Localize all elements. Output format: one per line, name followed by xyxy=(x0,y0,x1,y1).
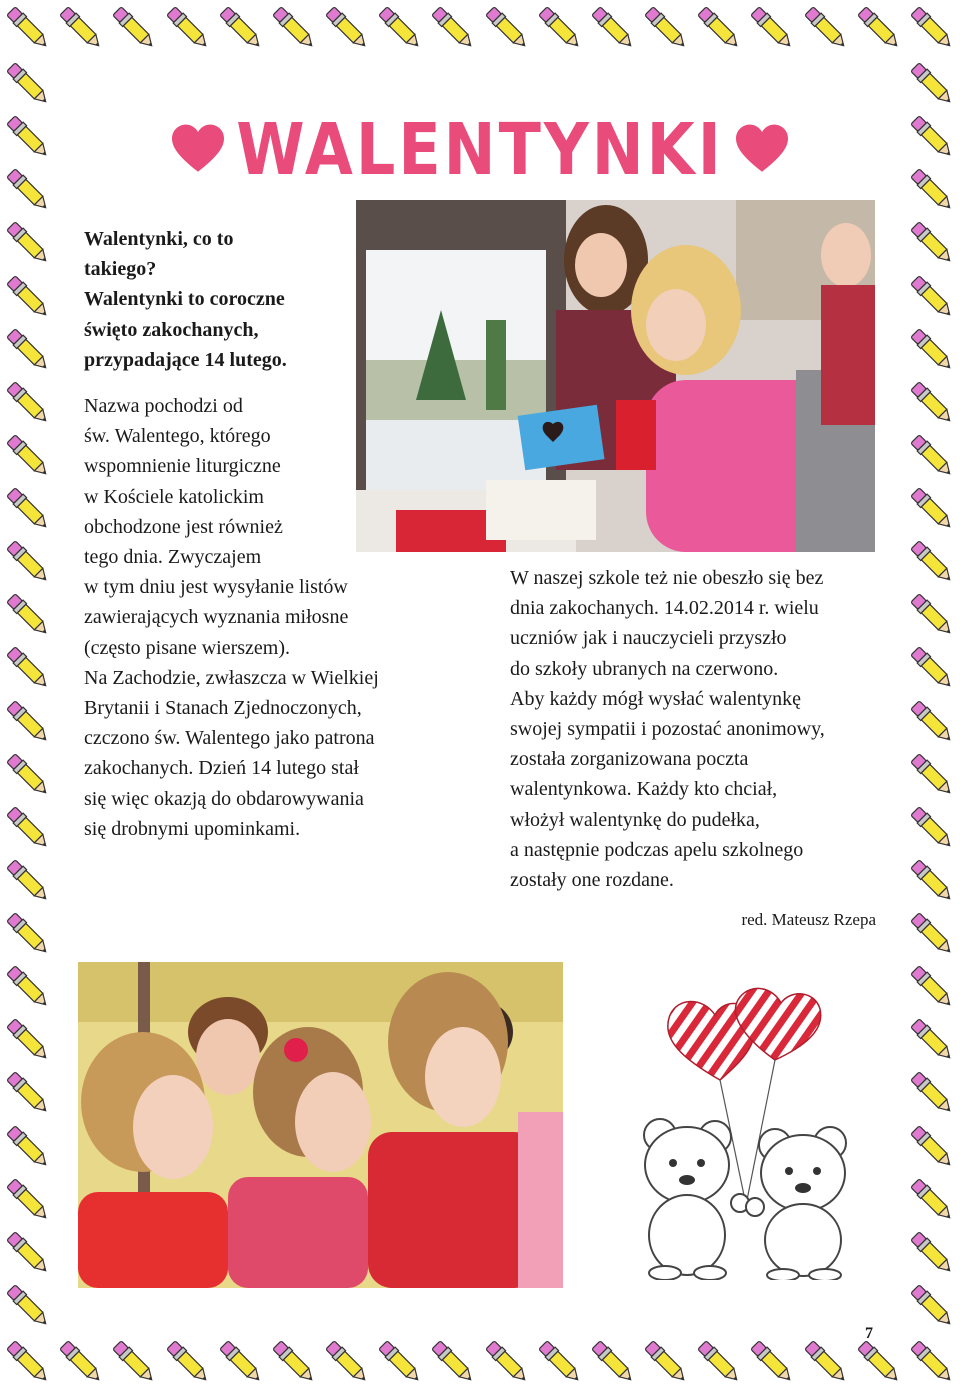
text-line: zawierających wyznania miłosne xyxy=(84,606,349,629)
text-line: zakochanych. Dzień 14 lutego stał xyxy=(84,757,359,780)
school-paragraph xyxy=(510,563,890,895)
text-line: a następnie podczas apelu szkolnego xyxy=(510,838,804,861)
pencil-icon xyxy=(798,1334,854,1390)
pencil-icon xyxy=(425,0,481,56)
pencil-icon xyxy=(319,1334,375,1390)
text-line: Walentynki, co to xyxy=(84,228,234,250)
text-line: włożył walentynkę do pudełka, xyxy=(510,808,760,831)
pencil-icon xyxy=(0,853,56,909)
pencil-icon xyxy=(0,534,56,590)
pencil-icon xyxy=(904,322,960,378)
pencil-icon xyxy=(0,109,56,165)
pencil-icon xyxy=(160,0,216,56)
text-line: została zorganizowana poczta xyxy=(510,748,749,771)
pencil-border-right xyxy=(904,56,960,1334)
pencil-icon xyxy=(904,162,960,218)
text-line: przypadające 14 lutego. xyxy=(84,348,287,371)
pencil-icon xyxy=(0,1334,56,1390)
pencil-icon xyxy=(0,0,56,56)
page-title: WALENTYNKI xyxy=(236,107,724,191)
pencil-icon xyxy=(0,587,56,643)
text-line: czczono św. Walentego jako patrona xyxy=(84,727,375,750)
page-number: 7 xyxy=(865,1325,873,1342)
text-line: do szkoły ubranych na czerwono. xyxy=(510,657,779,680)
pencil-icon xyxy=(904,694,960,750)
pencil-icon xyxy=(851,1334,907,1390)
pencil-icon xyxy=(0,269,56,325)
pencil-icon xyxy=(53,1334,109,1390)
text-line: Brytanii i Stanach Zjednoczonych, xyxy=(84,697,362,720)
pencil-icon xyxy=(904,0,960,56)
pencil-icon xyxy=(266,0,322,56)
text-line: Aby każdy mógł wysłać walentynkę xyxy=(510,687,802,710)
pencil-icon xyxy=(904,56,960,112)
photo-valentines-mail xyxy=(356,200,875,552)
text-line: obchodzone jest również xyxy=(84,515,283,538)
pencil-border-left xyxy=(0,56,56,1334)
pencil-icon xyxy=(0,322,56,378)
pencil-icon xyxy=(904,800,960,856)
pencil-icon xyxy=(904,269,960,325)
pencil-icon xyxy=(0,1065,56,1121)
pencil-icon xyxy=(0,906,56,962)
heart-icon xyxy=(172,123,224,175)
pencil-icon xyxy=(744,0,800,56)
teddy-bears-balloons-illustration xyxy=(615,985,870,1280)
pencil-icon xyxy=(904,375,960,431)
pencil-icon xyxy=(213,0,269,56)
pencil-icon xyxy=(266,1334,322,1390)
pencil-icon xyxy=(532,0,588,56)
pencil-icon xyxy=(479,1334,535,1390)
text-line: wspomnienie liturgiczne xyxy=(84,455,281,478)
pencil-icon xyxy=(0,1012,56,1068)
pencil-icon xyxy=(904,215,960,271)
pencil-icon xyxy=(319,0,375,56)
photo-students-in-red xyxy=(78,962,563,1288)
pencil-icon xyxy=(691,1334,747,1390)
pencil-icon xyxy=(904,1065,960,1121)
pencil-icon xyxy=(106,1334,162,1390)
text-line: święto zakochanych, xyxy=(84,318,259,341)
pencil-icon xyxy=(904,587,960,643)
pencil-icon xyxy=(0,1172,56,1228)
text-line: takiego? xyxy=(84,258,157,281)
pencil-icon xyxy=(904,1278,960,1334)
author-byline: red. Mateusz Rzepa xyxy=(741,910,876,929)
pencil-icon xyxy=(904,853,960,909)
text-line: walentynkowa. Każdy kto chciał, xyxy=(510,778,778,801)
pencil-icon xyxy=(479,0,535,56)
pencil-icon xyxy=(106,0,162,56)
text-line: Walentynki to coroczne xyxy=(84,288,285,311)
intro-paragraph xyxy=(84,224,344,375)
pencil-icon xyxy=(904,1334,960,1390)
pencil-icon xyxy=(0,1225,56,1281)
pencil-icon xyxy=(0,800,56,856)
text-line: się więc okazją do obdarowywania xyxy=(84,787,364,810)
pencil-icon xyxy=(0,694,56,750)
text-line: Na Zachodzie, zwłaszcza w Wielkiej xyxy=(84,666,379,689)
pencil-icon xyxy=(904,1172,960,1228)
pencil-icon xyxy=(638,0,694,56)
text-line: w tym dniu jest wysyłanie listów xyxy=(84,576,348,599)
pencil-icon xyxy=(851,0,907,56)
pencil-icon xyxy=(904,481,960,537)
pencil-icon xyxy=(0,375,56,431)
pencil-icon xyxy=(213,1334,269,1390)
title-banner xyxy=(180,104,780,194)
pencil-icon xyxy=(0,481,56,537)
pencil-icon xyxy=(160,1334,216,1390)
pencil-icon xyxy=(0,747,56,803)
pencil-icon xyxy=(53,0,109,56)
text-line: dnia zakochanych. 14.02.2014 r. wielu xyxy=(510,597,819,620)
pencil-icon xyxy=(0,162,56,218)
pencil-icon xyxy=(798,0,854,56)
pencil-icon xyxy=(372,1334,428,1390)
pencil-icon xyxy=(904,1012,960,1068)
pencil-icon xyxy=(0,56,56,112)
pencil-icon xyxy=(372,0,428,56)
pencil-icon xyxy=(425,1334,481,1390)
pencil-icon xyxy=(904,640,960,696)
pencil-border-bottom xyxy=(0,1334,960,1390)
text-line: Nazwa pochodzi od xyxy=(84,395,243,417)
text-line: swojej sympatii i pozostać anonimowy, xyxy=(510,718,825,741)
pencil-icon xyxy=(691,0,747,56)
text-line: się drobnymi upominkami. xyxy=(84,817,301,840)
text-line: W naszej szkole też nie obeszło się bez xyxy=(510,567,824,589)
pencil-icon xyxy=(904,428,960,484)
pencil-icon xyxy=(585,0,641,56)
pencil-icon xyxy=(0,215,56,271)
pencil-icon xyxy=(904,906,960,962)
text-line: zostały one rozdane. xyxy=(510,869,674,892)
text-line: w Kościele katolickim xyxy=(84,485,264,508)
text-line: (często pisane wierszem). xyxy=(84,636,291,659)
pencil-border-top xyxy=(0,0,960,56)
pencil-icon xyxy=(532,1334,588,1390)
pencil-icon xyxy=(904,747,960,803)
pencil-icon xyxy=(0,1119,56,1175)
pencil-icon xyxy=(585,1334,641,1390)
heart-icon xyxy=(736,123,788,175)
pencil-icon xyxy=(904,1225,960,1281)
pencil-icon xyxy=(904,959,960,1015)
pencil-icon xyxy=(744,1334,800,1390)
text-line: św. Walentego, którego xyxy=(84,425,271,448)
text-line: tego dnia. Zwyczajem xyxy=(84,546,262,569)
pencil-icon xyxy=(0,1278,56,1334)
text-line: uczniów jak i nauczycieli przyszło xyxy=(510,627,787,650)
pencil-icon xyxy=(904,109,960,165)
pencil-icon xyxy=(638,1334,694,1390)
pencil-icon xyxy=(0,428,56,484)
pencil-icon xyxy=(904,1119,960,1175)
pencil-icon xyxy=(0,959,56,1015)
pencil-icon xyxy=(904,534,960,590)
pencil-icon xyxy=(0,640,56,696)
